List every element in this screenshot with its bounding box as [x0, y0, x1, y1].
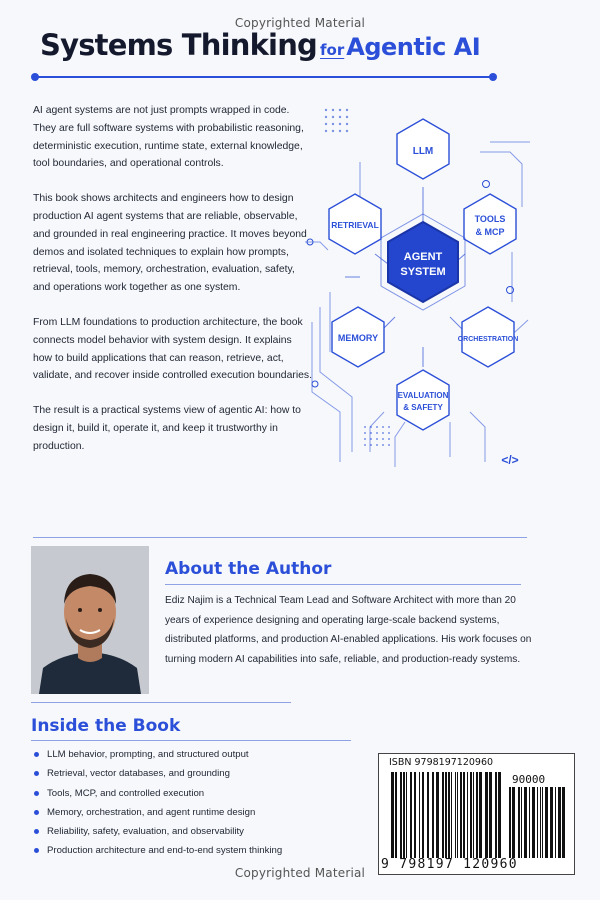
- list-item-text: Production architecture and end-to-end system thinking: [47, 845, 283, 857]
- barcode-addon-bars: [509, 787, 565, 858]
- tools-label: & MCP: [475, 227, 505, 237]
- barcode-bar: [542, 787, 543, 858]
- llm-label: LLM: [412, 146, 434, 157]
- title-for: for: [320, 41, 345, 59]
- memory-label: MEMORY: [337, 333, 379, 343]
- intro-paragraph: From LLM foundations to production architecture, the book connects model behavior with system design. It explains how to build applications that can reason, retrieve, act, validate, and recover inside controlled execution boundaries.: [33, 316, 312, 382]
- barcode-bar: [436, 772, 439, 858]
- barcode-bar: [473, 772, 474, 858]
- barcode-bar: [485, 772, 488, 858]
- intro-paragraph: AI agent systems are not just prompts wrapped in code. They are full software systems with probabilistic reasoning, deterministic execution, runtime state, external knowledge, tool boundaries, and operational controls.: [33, 105, 304, 170]
- orchestration-label: ORCHESTRATION: [457, 336, 519, 343]
- barcode-bar: [521, 787, 522, 858]
- barcode-bar: [391, 772, 394, 858]
- bullet-icon: [34, 771, 39, 776]
- inside-book-heading: Inside the Book: [31, 716, 181, 736]
- barcode-bar: [537, 787, 538, 858]
- copyright-watermark-top: Copyrighted Material: [234, 16, 366, 30]
- barcode-bar: [540, 787, 541, 858]
- list-item: [33, 841, 353, 860]
- tools-node: [464, 194, 516, 254]
- barcode-bar: [427, 772, 429, 858]
- list-item: [33, 803, 353, 822]
- barcode-bar: [463, 772, 465, 858]
- barcode-bar: [406, 772, 407, 858]
- retrieval-label: RETRIEVAL: [331, 220, 379, 230]
- list-item-text: Reliability, safety, evaluation, and observability: [47, 826, 244, 838]
- price-code: 90000: [512, 773, 546, 786]
- list-item-text: Memory, orchestration, and agent runtime design: [47, 806, 256, 818]
- barcode-bar: [512, 787, 515, 858]
- barcode-bar: [558, 787, 561, 858]
- barcode-bar: [442, 772, 444, 858]
- about-author-text: Ediz Najim is a Technical Team Lead and Software Architect with more than 20 years of experience designing and operating large-scale backend systems, distributed platforms, and production AI-enabled applications. His work focuses on turning modern AI capabilities into safe, reliable, and production-ready systems.: [165, 595, 532, 665]
- barcode-bar: [470, 772, 472, 858]
- barcode-bar: [518, 787, 520, 858]
- barcode-bar: [479, 772, 482, 858]
- intro-paragraph: The result is a practical systems view of agentic AI: how to design it, build it, operate it, and keep it trustworthy in production.: [33, 405, 301, 452]
- list-item-text: Retrieval, vector databases, and grounding: [47, 768, 230, 780]
- barcode-bar: [460, 772, 462, 858]
- barcode-bar: [495, 772, 497, 858]
- agent-system-diagram: [300, 92, 540, 482]
- evaluation-node: [397, 370, 449, 430]
- code-icon: </>: [501, 453, 519, 467]
- evaluation-label: & SAFETY: [403, 403, 443, 412]
- barcode-bar: [550, 787, 553, 858]
- section-divider: [33, 537, 527, 538]
- barcode-bar: [489, 772, 492, 858]
- barcode-bar: [545, 787, 548, 858]
- list-item: [33, 745, 353, 764]
- intro-text: [33, 102, 313, 473]
- list-item: [33, 822, 353, 841]
- book-title: [40, 28, 500, 72]
- barcode-bar: [451, 772, 452, 858]
- tools-label: TOOLS: [474, 214, 506, 224]
- author-photo: [31, 546, 149, 694]
- bullet-icon: [34, 848, 39, 853]
- bullet-icon: [34, 752, 39, 757]
- barcode-bar: [445, 772, 447, 858]
- isbn-number: ISBN 9798197120960: [389, 757, 494, 768]
- barcode-bar: [414, 772, 416, 858]
- barcode-main-bars: [391, 772, 501, 858]
- inside-book-list: [33, 745, 353, 861]
- list-item: [33, 764, 353, 783]
- evaluation-label: EVALUATION: [397, 391, 449, 400]
- barcode-bar: [529, 787, 530, 858]
- barcode-bar: [400, 772, 402, 858]
- agent-system-label: SYSTEM: [400, 266, 446, 278]
- barcode-bar: [562, 787, 565, 858]
- isbn-barcode: [378, 753, 575, 875]
- barcode-bar: [410, 772, 412, 858]
- barcode-bar: [419, 772, 420, 858]
- list-item-text: Tools, MCP, and controlled execution: [47, 787, 205, 799]
- list-item-text: LLM behavior, prompting, and structured output: [47, 749, 249, 760]
- title-accent: Agentic AI: [346, 33, 481, 61]
- barcode-bar: [422, 772, 424, 858]
- intro-paragraph: This book shows architects and engineers how to design production AI agent systems that are reliable, observable, and grounded in real engineering practice. It moves beyond demos and isolated techniques to explain how prompts, retrieval, tools, memory, orchestration, evaluation, safety, and operations work together as one system.: [33, 193, 307, 294]
- barcode-bar: [403, 772, 405, 858]
- barcode-bar: [467, 772, 468, 858]
- list-item: [33, 784, 353, 803]
- copyright-watermark-bottom: Copyrighted Material: [234, 866, 366, 880]
- barcode-digits: 9 798197 120960: [381, 857, 518, 872]
- barcode-bar: [524, 787, 527, 858]
- about-author-heading: About the Author: [165, 559, 332, 579]
- title-main: Systems Thinking: [40, 28, 318, 62]
- barcode-bar: [498, 772, 501, 858]
- bullet-icon: [34, 829, 39, 834]
- bullet-icon: [34, 791, 39, 796]
- barcode-bar: [509, 787, 511, 858]
- barcode-bar: [476, 772, 478, 858]
- barcode-bar: [448, 772, 450, 858]
- barcode-bar: [432, 772, 434, 858]
- barcode-bar: [455, 772, 456, 858]
- barcode-bar: [395, 772, 397, 858]
- barcode-bar: [555, 787, 556, 858]
- bullet-icon: [34, 810, 39, 815]
- title-divider: [35, 76, 493, 78]
- inside-divider: [31, 740, 351, 741]
- inside-divider-top: [31, 702, 291, 703]
- about-divider: [165, 584, 521, 585]
- barcode-bar: [457, 772, 458, 858]
- barcode-bar: [532, 787, 535, 858]
- agent-system-label: AGENT: [403, 251, 443, 263]
